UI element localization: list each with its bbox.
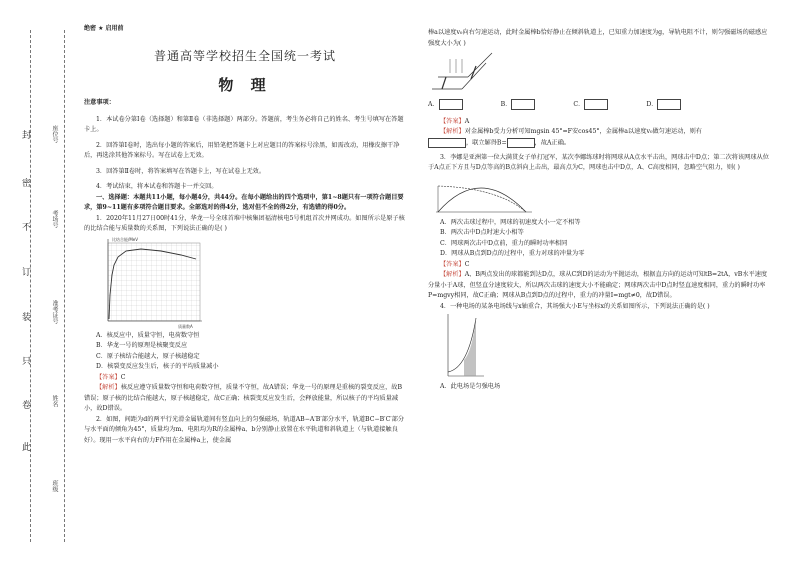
analysis-text: 对金属棒b受力分析可知mgsin 45°=F安cos45°，金属棒a以速度v₀做匀速运动，则有 (464, 128, 702, 135)
seal-char: 订 (22, 268, 32, 278)
answer-label: 【答案】 (440, 117, 465, 125)
question-stem: 1．2020年11月27日00时41分，华龙一号全球首堆中核集团福清核电5号机组首次并网成功。如图所示是原子核的比结合能与质量数的关系图，下列说法正确的是( ) (84, 214, 405, 232)
seal-char: 不 (22, 223, 32, 233)
option: A．两次击球过程中，网球的初速度大小一定不相等 (440, 218, 581, 226)
seal-char: 密 (22, 179, 32, 189)
option: C．网球两次击中D点前，重力的瞬时功率相同 (440, 239, 568, 247)
analysis-text: 核反应遵守质量数守恒和电荷数守恒，质量不守恒，故A错误；华龙一号的原理是重核的裂变反应，故B错误；原子核的比结合能越大，原子核越稳定，故C正确；核裂变反应发生后，会释放能量，所以核子的平均质量减小，故D错误。 (84, 384, 403, 412)
analysis-label: 【解析】 (440, 128, 465, 135)
binding-dashed-line (30, 30, 31, 542)
seal-char: 封 (22, 131, 32, 141)
answer-label: 【答案】 (96, 373, 121, 381)
question-stem: 4．一种电场的某条电场线与x轴重合，其场强大小E与坐标x的关系如图所示，下列说法正确的是( ) (440, 302, 710, 310)
right-column (428, 28, 772, 393)
option: B．华龙一号的原理是核聚变反应 (96, 342, 188, 349)
seal-char: 此 (22, 443, 32, 453)
option: B． (501, 99, 536, 111)
answer-value: A (464, 117, 470, 125)
incline-rail-1 (462, 63, 486, 89)
option: C．原子核结合能越大，原子核越稳定 (96, 352, 200, 360)
notice-item: 3．回答第Ⅱ卷时，将答案填写在答题卡上，写在试卷上无效。 (96, 167, 266, 175)
notice-heading: 注意事项： (84, 99, 115, 106)
admission-number-field: 准考证号 (51, 300, 58, 324)
left-column (84, 98, 406, 446)
incline-rail-2 (468, 53, 492, 77)
q2-options (428, 99, 772, 111)
notice-item: 2．回答第Ⅰ卷时，选出每小题的答案后，用铅笔把答题卡上对应题目的答案标号涂黑，如需改动，用橡皮擦干净后，再选涂其他答案标号。写在试卷上无效。 (84, 141, 400, 159)
formula-box (511, 99, 535, 110)
notice-item: 1．本试卷分第Ⅰ卷（选择题）和第Ⅱ卷（非选择题）两部分。答题前，考生务必将自己的姓名、考生号填写在答题卡上。 (84, 115, 404, 133)
binding-energy-figure (96, 235, 406, 331)
binding-dashed-line-2 (64, 30, 65, 542)
option: A． (428, 99, 463, 111)
section-heading: 一、选择题：本题共11小题，每小题4分，共44分。在每小题给出的四个选项中，第1~8题只有一项符合题目要求，第9~11题有多项符合题目要求。全部选对的得4分，选对但不全的得2分，有选错的得0分。 (84, 193, 404, 211)
option: C． (573, 99, 608, 111)
rail-figure (428, 49, 772, 99)
formula-box (507, 138, 535, 148)
option: A．此电场是匀强电场 (440, 383, 501, 390)
analysis-text: A、B两点发出的球都能到达D点，球从C到D的运动为平抛运动，根据直方向的运动可知tB=2tA，vB水平速度分量小于A球，但竖直分速度较大，所以两次击球的速度大小不能确定；网球两次击中D点时竖直速度相同，重力的瞬时功率P=mgvy相同，故C正确；网球从B点到D点的过程中，重力的冲量I=mgt≠0，故D错误。 (428, 271, 768, 299)
analysis-text: ，联立解得B= (466, 139, 507, 146)
trajectory-diagram (428, 174, 538, 218)
formula-box (428, 138, 466, 148)
answer-value: C (464, 260, 470, 268)
seal-char: 装 (22, 313, 32, 323)
analysis-label: 【解析】 (440, 271, 465, 278)
notice-item: 4．考试结束，将本试卷和答题卡一并交回。 (96, 183, 218, 190)
analysis-label: 【解析】 (96, 384, 121, 391)
trajectory-figure (428, 174, 772, 218)
subject-title: 物 理 (218, 76, 272, 94)
rail-diagram (428, 49, 508, 99)
answer-value: C (120, 373, 126, 381)
field-figure (442, 312, 772, 382)
formula-box (657, 99, 681, 110)
option: D．网球从B点到D点的过程中，重力对球的冲量为零 (440, 250, 585, 257)
seal-char: 卷 (22, 401, 32, 411)
exam-title: 普通高等学校招生全国统一考试 (153, 49, 336, 63)
name-field: 姓名 (51, 395, 58, 407)
chart-ylabel: 比结合能/MeV (112, 236, 138, 242)
rod-a (442, 77, 446, 89)
formula-box (584, 99, 608, 110)
answer-label: 【答案】 (440, 260, 465, 268)
secret-label: 绝密 ★ 启用前 (84, 25, 124, 32)
question-stem: 2．如图，间距为d的两平行光滑金属轨道间有竖直向上的匀强磁场，轨道AB−A′B′部分水平，轨道BC−B′C′部分与水平面的倾角为45°，质量均为m、电阻均为R的金属棒a、b分别静止放置在水平轨道和斜轨道上（与轨道接触良好）。现用一水平向右的力F作用在金属棒a上，使金属 (84, 415, 405, 444)
question-stem: 3．李娜是亚洲第一位大满贯女子单打冠军，某次李娜练球时将网球从A点水平击出，网球击中D点；第二次将该网球从位于A点正下方且与D点等高的B点斜向上击出，最高点为C，网球也击中D点，A、C高度相同，忽略空气阻力，则( ) (428, 153, 769, 171)
analysis-text: ，故A正确。 (534, 139, 571, 146)
seal-char: 只 (22, 357, 32, 367)
exam-room-field: 考场号 (51, 210, 58, 228)
class-field: 班级 (51, 480, 58, 492)
formula-box (439, 99, 463, 110)
parabola-bc (438, 188, 526, 212)
question-stem-cont: 棒a以速度v₀向右匀速运动，此时金属棒b恰好静止在倾斜轨道上，已知重力加速度为g，导轨电阻不计，则匀强磁场的磁感应强度大小为( ) (428, 29, 768, 47)
option: B．两次击中D点时速大小相等 (440, 229, 524, 236)
option: D． (646, 99, 681, 111)
seat-number-field: 座位号 (51, 125, 58, 143)
option: A．核反应中，质量守恒，电荷数守恒 (96, 331, 200, 339)
binding-energy-chart (96, 235, 206, 331)
field-strength-chart (442, 312, 486, 382)
option: D．核裂变反应发生后，核子的平均质量减小 (96, 363, 219, 370)
binding-margin (0, 0, 66, 562)
chart-xlabel: 质量数A (178, 323, 193, 329)
